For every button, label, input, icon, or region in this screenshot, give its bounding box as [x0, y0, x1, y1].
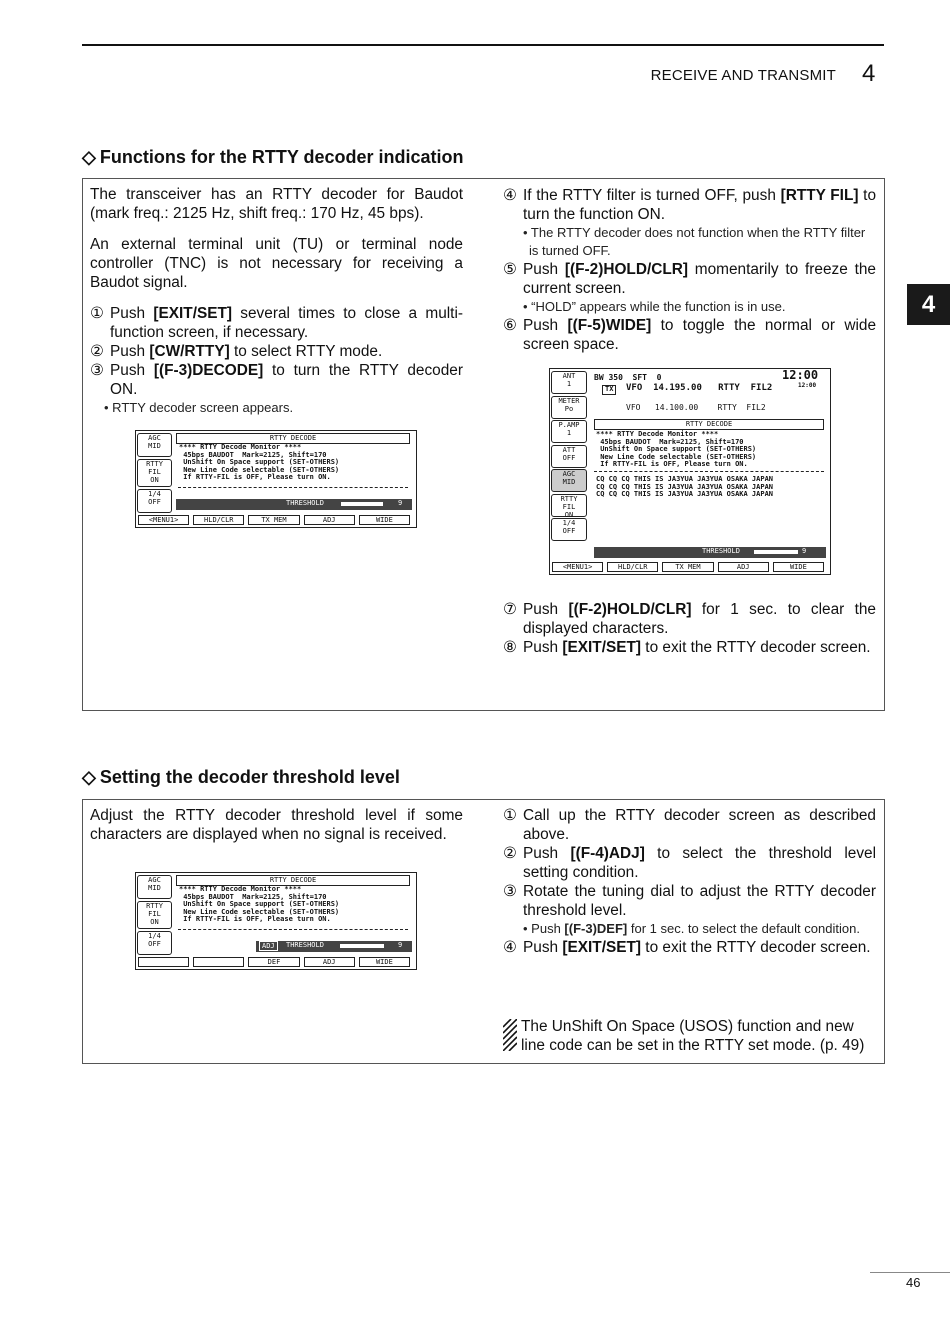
- key-label: [(F-3)DEF]: [564, 921, 628, 936]
- key-label: [(F-4)ADJ]: [570, 845, 645, 862]
- threshold-bar: [594, 547, 826, 558]
- section2-right-column: [503, 806, 876, 957]
- diamond-icon: ◇: [82, 767, 96, 787]
- function-key-1: <MENU1>: [138, 515, 189, 525]
- key-label: [CW/RTTY]: [149, 343, 230, 360]
- memo-icon: [503, 1019, 517, 1051]
- rtty-fil-key: RTTY FIL ON: [137, 901, 172, 929]
- step-number: ①: [90, 305, 104, 322]
- step-number: ⑥: [503, 317, 517, 334]
- intro-paragraph: The transceiver has an RTTY decoder for Baudot (mark freq.: 2125 Hz, shift freq.: 170 Hz, 45 bps).: [90, 186, 463, 222]
- function-key-3: DEF: [248, 957, 299, 967]
- side-key-3: P.AMP 1: [551, 420, 587, 443]
- separator: [178, 929, 408, 930]
- threshold-value: 9: [802, 547, 807, 555]
- function-key-4: ADJ: [718, 562, 769, 572]
- step-number: ④: [503, 939, 517, 956]
- tip-note: [503, 1017, 878, 1055]
- step-3: ③ Rotate the tuning dial to adjust the RTTY decoder threshold level.: [503, 883, 876, 919]
- function-key-2: HLD/CLR: [193, 515, 244, 525]
- nb-key: 1/4 OFF: [137, 489, 172, 513]
- step-note: • The RTTY decoder does not function when the RTTY filter is turned OFF.: [523, 225, 866, 258]
- decode-text: **** RTTY Decode Monitor **** 45bps BAUDOT Mark=2125, Shift=170 UnShift On Space support (SET-OTHERS) New Line Code selectable (SET-OTHERS) If RTTY-FIL is OFF, Please turn ON.: [179, 885, 340, 924]
- function-key-3: TX MEM: [662, 562, 713, 572]
- threshold-meter: [340, 944, 384, 948]
- threshold-value: 9: [398, 941, 403, 949]
- threshold-intro: Adjust the RTTY decoder threshold level if some characters are displayed when no signal is received.: [90, 807, 463, 843]
- section-title-rtty-decoder: ◇ Functions for the RTTY decoder indication: [82, 147, 464, 167]
- threshold-label: THRESHOLD: [702, 547, 740, 555]
- decode-text: **** RTTY Decode Monitor **** 45bps BAUDOT Mark=2125, Shift=170 UnShift On Space support (SET-OTHERS) New Line Code selectable (SET-OTHERS) If RTTY-FIL is OFF, Please turn ON.: [179, 443, 340, 482]
- function-key-2: [193, 957, 244, 967]
- step-number: ⑧: [503, 639, 517, 656]
- step-number: ③: [90, 362, 104, 379]
- decode-title: RTTY DECODE: [594, 419, 824, 430]
- decode-title: RTTY DECODE: [176, 433, 410, 444]
- function-key-5: WIDE: [359, 515, 410, 525]
- adj-label: ADJ: [259, 941, 278, 951]
- side-key-2: METER Po: [551, 396, 587, 419]
- agc-key: AGC MID: [137, 433, 172, 457]
- page-number-rule: [870, 1272, 950, 1273]
- step-4: ④ Push [EXIT/SET] to exit the RTTY decoder screen.: [503, 939, 871, 956]
- threshold-label: THRESHOLD: [286, 941, 324, 949]
- step-number: ①: [503, 807, 517, 824]
- function-key-5: WIDE: [359, 957, 410, 967]
- side-key-5: AGC MID: [551, 469, 587, 492]
- function-key-4: ADJ: [304, 957, 355, 967]
- step-note: • RTTY decoder screen appears.: [104, 400, 294, 415]
- tnc-paragraph: An external terminal unit (TU) or terminal node controller (TNC) is not necessary for receiving a Baudot signal.: [90, 236, 463, 291]
- clock: 12:00: [782, 368, 819, 382]
- step-number: ②: [503, 845, 517, 862]
- step-8: ⑧ Push [EXIT/SET] to exit the RTTY decoder screen.: [503, 639, 871, 656]
- tx-indicator: TX: [602, 385, 616, 395]
- key-label: [EXIT/SET]: [562, 639, 642, 656]
- diamond-icon: ◇: [82, 147, 96, 167]
- step-number: ⑤: [503, 261, 517, 278]
- section1-left-column: [90, 185, 463, 417]
- step-5: ⑤ Push [(F-2)HOLD/CLR] momentarily to freeze the current screen.: [503, 261, 876, 297]
- lcd-rtty-decode-screen: [135, 430, 417, 528]
- key-label: [(F-2)HOLD/CLR]: [568, 601, 692, 618]
- threshold-label: THRESHOLD: [286, 499, 324, 507]
- function-key-1: <MENU1>: [552, 562, 603, 572]
- separator: [178, 487, 408, 488]
- lcd-rtty-wide-screen: [549, 368, 831, 575]
- step-number: ③: [503, 883, 517, 900]
- side-key-6: RTTY FIL ON: [551, 494, 587, 517]
- key-label: [RTTY FIL]: [780, 187, 859, 204]
- side-key-4: ATT OFF: [551, 445, 587, 468]
- running-header: RECEIVE AND TRANSMIT: [650, 67, 836, 84]
- threshold-bar: [256, 941, 412, 952]
- received-text: CQ CQ CQ THIS IS JA3YUA JA3YUA OSAKA JAPAN CQ CQ CQ THIS IS JA3YUA JA3YUA OSAKA JAPAN CQ CQ CQ THIS IS JA3YUA JA3YUA OSAKA JAPAN: [596, 475, 774, 499]
- header-rule: [82, 44, 884, 46]
- step-2: ② Push [(F-4)ADJ] to select the threshold level setting condition.: [503, 845, 876, 881]
- clock-small: 12:00: [798, 382, 817, 389]
- key-label: [(F-3)DECODE]: [153, 362, 264, 379]
- step-6: ⑥ Push [(F-5)WIDE] to toggle the normal or wide screen space.: [503, 317, 876, 353]
- step-number: ⑦: [503, 601, 517, 618]
- function-key-4: ADJ: [304, 515, 355, 525]
- step-7: ⑦ Push [(F-2)HOLD/CLR] for 1 sec. to clear the displayed characters.: [503, 601, 876, 637]
- threshold-meter: [754, 550, 798, 554]
- step-1: ① Push [EXIT/SET] several times to close a multi-function screen, if necessary.: [90, 305, 463, 341]
- key-label: [EXIT/SET]: [562, 939, 642, 956]
- side-key-1: ANT 1: [551, 371, 587, 394]
- step-note: • “HOLD” appears while the function is in use.: [523, 299, 786, 314]
- section2-left-column: [90, 806, 463, 856]
- step-4: ④ If the RTTY filter is turned OFF, push [RTTY FIL] to turn the function ON.: [503, 187, 876, 223]
- nb-key: 1/4 OFF: [137, 931, 172, 955]
- key-label: [(F-5)WIDE]: [567, 317, 652, 334]
- decode-text: **** RTTY Decode Monitor **** 45bps BAUDOT Mark=2125, Shift=170 UnShift On Space support (SET-OTHERS) New Line Code selectable (SET-OTHERS) If RTTY-FIL is OFF, Please turn ON.: [596, 430, 757, 469]
- function-key-2: HLD/CLR: [607, 562, 658, 572]
- step-2: ② Push [CW/RTTY] to select RTTY mode.: [90, 343, 383, 360]
- main-vfo-frequency: VFO 14.195.00 RTTY FIL2: [626, 383, 773, 393]
- rtty-fil-key: RTTY FIL ON: [137, 459, 172, 487]
- separator: [594, 471, 824, 472]
- page-number: 46: [906, 1275, 921, 1290]
- threshold-meter: [341, 502, 383, 506]
- section-title-threshold: ◇ Setting the decoder threshold level: [82, 767, 400, 787]
- threshold-value: 9: [398, 499, 403, 507]
- threshold-bar: [176, 499, 412, 510]
- step-1: ① Call up the RTTY decoder screen as described above.: [503, 807, 876, 843]
- step-number: ④: [503, 187, 517, 204]
- chapter-number: 4: [862, 60, 876, 87]
- lcd-threshold-adjust-screen: [135, 872, 417, 970]
- sub-vfo-frequency: VFO 14.100.00 RTTY FIL2: [626, 403, 766, 412]
- function-key-5: WIDE: [773, 562, 824, 572]
- decode-title: RTTY DECODE: [176, 875, 410, 886]
- step-note: • Push [(F-3)DEF] for 1 sec. to select the default condition.: [523, 921, 860, 936]
- section1-right-column-b: [503, 600, 876, 657]
- agc-key: AGC MID: [137, 875, 172, 899]
- chapter-tab: 4: [907, 284, 950, 325]
- step-3: ③ Push [(F-3)DECODE] to turn the RTTY decoder ON.: [90, 362, 463, 398]
- section1-right-column-a: [503, 186, 876, 354]
- tip-text: The UnShift On Space (USOS) function and new line code can be set in the RTTY set mode. (p. 49): [521, 1018, 865, 1054]
- key-label: [EXIT/SET]: [153, 305, 233, 322]
- step-list: [90, 304, 463, 399]
- side-key-7: 1/4 OFF: [551, 518, 587, 541]
- key-label: [(F-2)HOLD/CLR]: [564, 261, 688, 278]
- function-key-1: [138, 957, 189, 967]
- bw-sft-readout: BW 350 SFT 0: [594, 373, 662, 382]
- function-key-3: TX MEM: [248, 515, 299, 525]
- step-number: ②: [90, 343, 104, 360]
